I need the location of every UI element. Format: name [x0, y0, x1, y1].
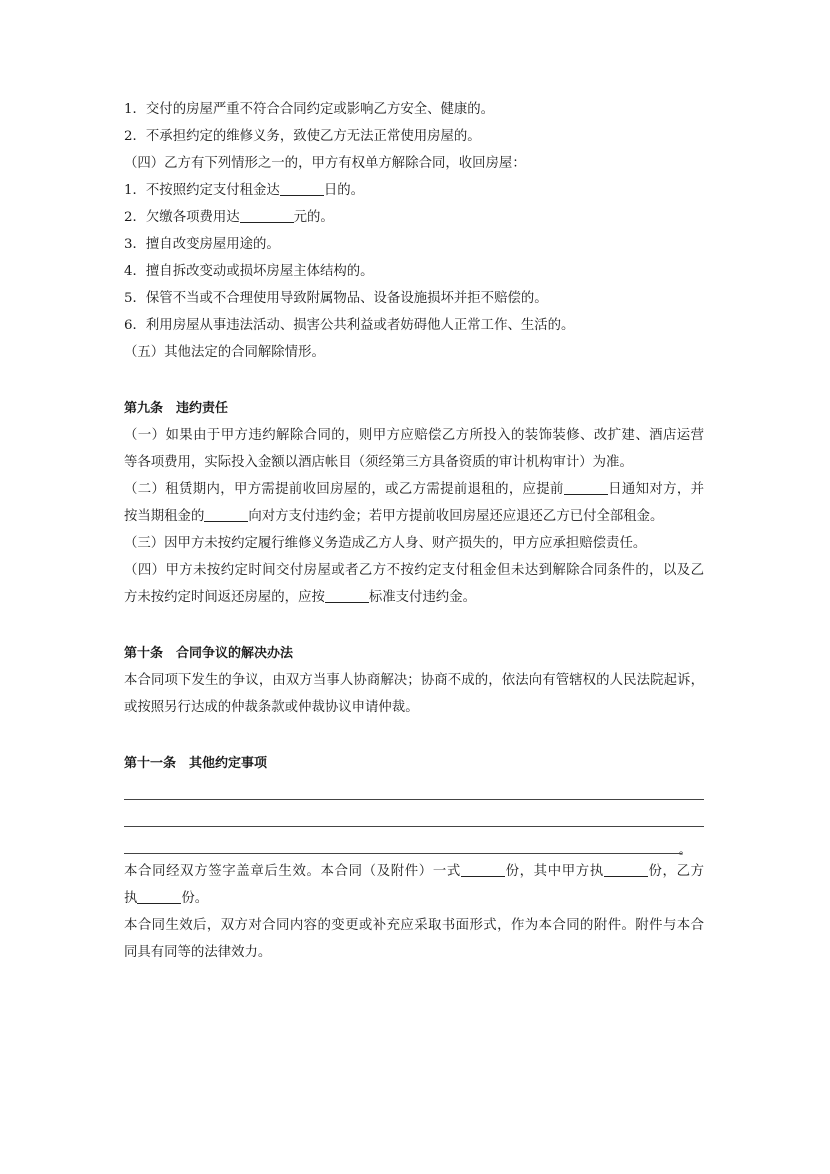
- clause-item: [124, 204, 704, 231]
- text: 元的。: [293, 210, 334, 225]
- subsection-heading: （四）乙方有下列情形之一的，甲方有权单方解除合同，收回房屋：: [124, 156, 526, 171]
- clause-item: 5．保管不当或不合理使用导致附属物品、设备设施损坏并拒不赔偿的。: [124, 291, 548, 306]
- fill-blank[interactable]: [325, 588, 369, 603]
- paragraph-line: [124, 476, 704, 503]
- text: 份。: [181, 891, 209, 906]
- fill-blank[interactable]: [461, 862, 505, 877]
- paragraph-line: 本合同生效后，双方对合同内容的变更或补充应采取书面形式，作为本合同的附件。附件与本合: [124, 918, 704, 933]
- text: 2．欠缴各项费用达: [124, 210, 240, 225]
- fill-line[interactable]: [124, 831, 704, 858]
- paragraph-line: （三）因甲方未按约定履行维修义务造成乙方人身、财产损失的，甲方应承担赔偿责任。: [124, 536, 647, 551]
- text: 日通知对方，并: [607, 482, 705, 497]
- text: 本合同经双方签字盖章后生效。本合同（及附件）一式: [124, 864, 461, 879]
- text: 执: [124, 891, 138, 906]
- article-11-title: 第十一条 其他约定事项: [124, 756, 268, 771]
- text: 标准支付违约金。: [368, 590, 476, 605]
- paragraph-line: [124, 584, 704, 611]
- document-page: [124, 96, 704, 966]
- fill-blank[interactable]: [604, 862, 648, 877]
- text: 日的。: [323, 183, 364, 198]
- fill-blank[interactable]: [280, 181, 324, 196]
- subsection-heading: （五）其他法定的合同解除情形。: [124, 345, 325, 360]
- paragraph-line: 等各项费用，实际投入金额以酒店帐目（须经第三方具备资质的审计机构审计）为准。: [124, 455, 633, 470]
- paragraph-line: 本合同项下发生的争议，由双方当事人协商解决；协商不成的，依法向有管辖权的人民法院起诉，: [124, 673, 704, 688]
- text: 按当期租金的: [124, 509, 205, 524]
- fill-line[interactable]: [124, 777, 704, 804]
- paragraph-line: [124, 503, 704, 530]
- article-9-title: 第九条 违约责任: [124, 401, 229, 416]
- fill-blank[interactable]: [204, 507, 248, 522]
- fill-blank[interactable]: [564, 480, 608, 495]
- fill-blank[interactable]: [137, 889, 181, 904]
- clause-item: 6．利用房屋从事违法活动、损害公共利益或者妨碍他人正常工作、生活的。: [124, 318, 575, 333]
- fill-line[interactable]: [124, 804, 704, 831]
- text: 1．不按照约定支付租金达: [124, 183, 280, 198]
- paragraph-line: [124, 858, 704, 885]
- period-mark: 。: [678, 843, 692, 858]
- clause-item: 1．交付的房屋严重不符合合同约定或影响乙方安全、健康的。: [124, 102, 495, 117]
- paragraph-line: （四）甲方未按约定时间交付房屋或者乙方不按约定支付租金但未达到解除合同条件的，以及乙: [124, 563, 704, 578]
- text: 份，其中甲方执: [504, 864, 604, 879]
- clause-item: 3．擅自改变房屋用途的。: [124, 237, 280, 252]
- clause-item: 4．擅自拆改变动或损坏房屋主体结构的。: [124, 264, 374, 279]
- paragraph-line: 或按照另行达成的仲裁条款或仲裁协议申请仲裁。: [124, 700, 419, 715]
- paragraph-line: （一）如果由于甲方违约解除合同的，则甲方应赔偿乙方所投入的装饰装修、改扩建、酒店运营: [124, 428, 704, 443]
- text: （二）租赁期内，甲方需提前收回房屋的，或乙方需提前退租的，应提前: [124, 482, 564, 497]
- text: 方未按约定时间返还房屋的，应按: [124, 590, 325, 605]
- clause-item: 2．不承担约定的维修义务，致使乙方无法正常使用房屋的。: [124, 129, 481, 144]
- text: 份，乙方: [647, 864, 705, 879]
- fill-blank[interactable]: [240, 208, 294, 223]
- paragraph-line: 同具有同等的法律效力。: [124, 945, 272, 960]
- article-10-title: 第十条 合同争议的解决办法: [124, 646, 294, 661]
- paragraph-line: [124, 885, 704, 912]
- clause-item: [124, 177, 704, 204]
- text: 向对方支付违约金；若甲方提前收回房屋还应退还乙方已付全部租金。: [248, 509, 664, 524]
